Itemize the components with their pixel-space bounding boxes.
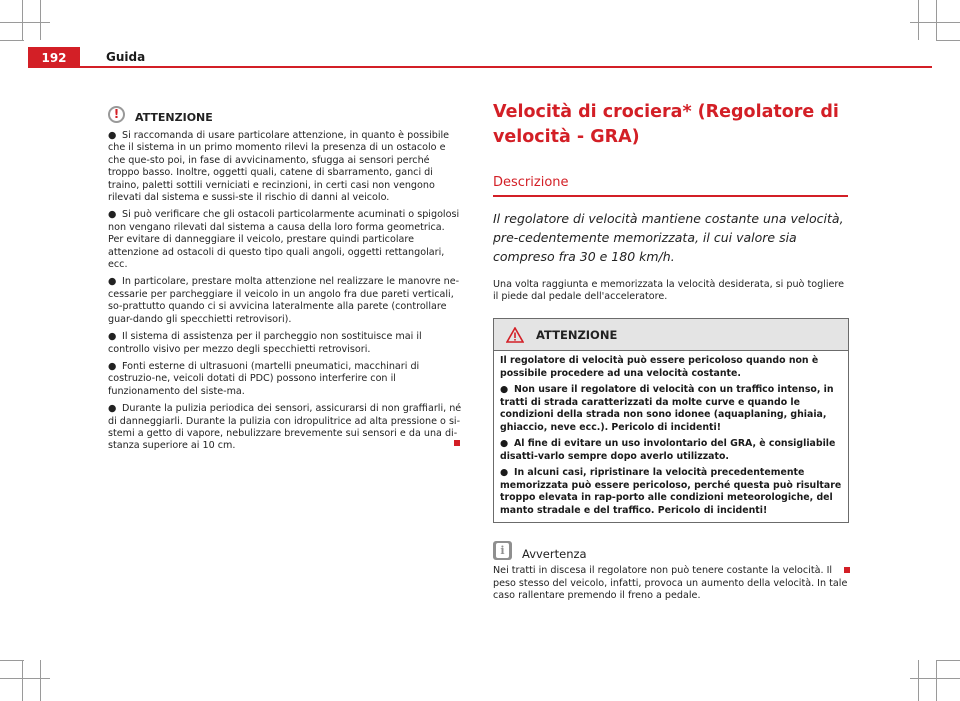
crop-mark <box>0 22 50 23</box>
page-title: Velocità di crociera* (Regolatore di velocità - GRA) <box>493 102 839 147</box>
crop-mark <box>22 660 23 701</box>
note-text: Nei tratti in discesa il regolatore non può tenere costante la velocità. Il peso stesso del veicolo, infatti, provoca un aumento della velocità. In tale caso rallentare premendo il freno a pedale. <box>493 565 848 602</box>
right-column <box>493 100 849 603</box>
list-item: ● Il sistema di assistenza per il parcheggio non sostituisce mai il controllo visivo per mezzo degli specchietti retrovisori. <box>108 331 422 355</box>
crop-mark <box>936 40 960 41</box>
subsection-title: Descrizione <box>493 175 569 190</box>
bullet-icon: ● <box>108 360 117 372</box>
end-of-section-marker <box>454 440 460 446</box>
warning-box-header <box>494 319 848 351</box>
bullet-icon: ● <box>500 384 509 396</box>
bullet-icon: ● <box>108 209 117 221</box>
body-text: Una volta raggiunta e memorizzata la velocità desiderata, si può togliere il piede dal pedale dell'acceleratore. <box>493 278 845 302</box>
warning-box-body <box>494 351 848 522</box>
crop-mark <box>936 0 937 40</box>
warning-box <box>493 318 849 523</box>
bullet-icon: ● <box>108 403 117 415</box>
page-number: 192 <box>28 47 80 68</box>
end-of-section-marker <box>844 567 850 573</box>
warning-header <box>108 104 463 124</box>
warning-lead: Il regolatore di velocità può essere pericoloso quando non è possibile procedere ad una velocità costante. <box>500 355 819 379</box>
section-title: Guida <box>106 50 146 64</box>
crop-mark <box>40 0 41 40</box>
crop-mark <box>936 660 960 661</box>
info-icon: i <box>493 541 512 560</box>
bullet-icon: ● <box>108 276 117 288</box>
crop-mark <box>22 0 23 40</box>
left-column <box>108 104 463 458</box>
crop-mark <box>0 678 50 679</box>
subsection-rule <box>493 195 848 197</box>
list-item: ● In alcuni casi, ripristinare la velocità precedentemente memorizzata può essere pericoloso, perché questa può risultare troppo elevata in rap-porto alle condizioni meteorologiche, del manto stradale e del traffico. Pericolo di incidenti! <box>500 467 842 516</box>
crop-mark <box>0 40 24 41</box>
crop-mark <box>40 660 41 701</box>
bullet-icon: ● <box>500 467 509 479</box>
list-item: ● In particolare, prestare molta attenzione nel realizzare le manovre ne-cessarie per parcheggiare il veicolo in un angolo fra due pareti verticali, so-prattutto quando ci si avvicina lateralmente alla parete (controllare guar-dando gli specchietti retrovisori). <box>108 276 460 325</box>
list-item: ● Fonti esterne di ultrasuoni (martelli pneumatici, macchinari di costruzio-ne, veicoli dotati di PDC) possono interferire con il funzionamento del siste-ma. <box>108 360 420 397</box>
crop-mark <box>918 660 919 701</box>
list-item: ● Non usare il regolatore di velocità con un traffico intenso, in tratti di strada caratterizzati da molte curve e quando le condizioni della strada non sono idonee (aquaplaning, ghiaia, ghiaccio, neve ecc.). Pericolo di incidenti! <box>500 384 834 433</box>
list-item: ● Si può verificare che gli ostacoli particolarmente acuminati o spigolosi non vengano rilevati dal sistema a causa della loro forma geometrica. Per evitare di danneggiare il veicolo, prestare quindi particolare attenzione ad ostacoli di questo tipo quali angoli, oggetti rettangolari, ecc. <box>108 209 460 271</box>
list-item: ● Al fine di evitare un uso involontario del GRA, è consigliabile disatti-varlo sempre dopo averlo utilizzato. <box>500 438 836 462</box>
crop-mark <box>918 0 919 40</box>
list-item: ● Durante la pulizia periodica dei sensori, assicurarsi di non graffiarli, né di danneggiarli. Durante la pulizia con idropulitrice ad alta pressione o si-stemi a getto di vapore, nebulizzare brevemente sui sensori e da una di-stanza superiore ai 10 cm. <box>108 403 462 452</box>
bullet-icon: ● <box>108 331 117 343</box>
bullet-icon: ● <box>500 438 509 450</box>
note-label: Avvertenza <box>522 547 587 562</box>
bullet-icon: ● <box>108 130 117 141</box>
intro-text: Il regolatore di velocità mantiene costante una velocità, pre-cedentemente memorizzata, il cui valore sia compreso fra 30 e 180 km/h. <box>493 210 844 264</box>
exclamation-icon: ! <box>108 106 125 123</box>
header-rule <box>28 66 932 68</box>
crop-mark <box>936 660 937 701</box>
note-header <box>493 539 849 561</box>
list-item: ● Si raccomanda di usare particolare attenzione, in quanto è possibile che il sistema in un primo momento rilevi la presenza di un ostacolo e che que-sto poi, in fase di avvicinamento, sfugga ai sensori perché troppo basso. Inoltre, oggetti quali, catene di sbarramento, ganci di traino, paletti sottili verniciati e recinzioni, in certi casi non vengono rilevati dal sistema e sussi-ste il rischio di danni al veicolo. <box>108 130 450 204</box>
warning-label: ATTENZIONE <box>135 110 213 124</box>
warning-triangle-icon <box>506 327 524 343</box>
warning-label: ATTENZIONE <box>536 327 618 342</box>
crop-mark <box>0 660 24 661</box>
